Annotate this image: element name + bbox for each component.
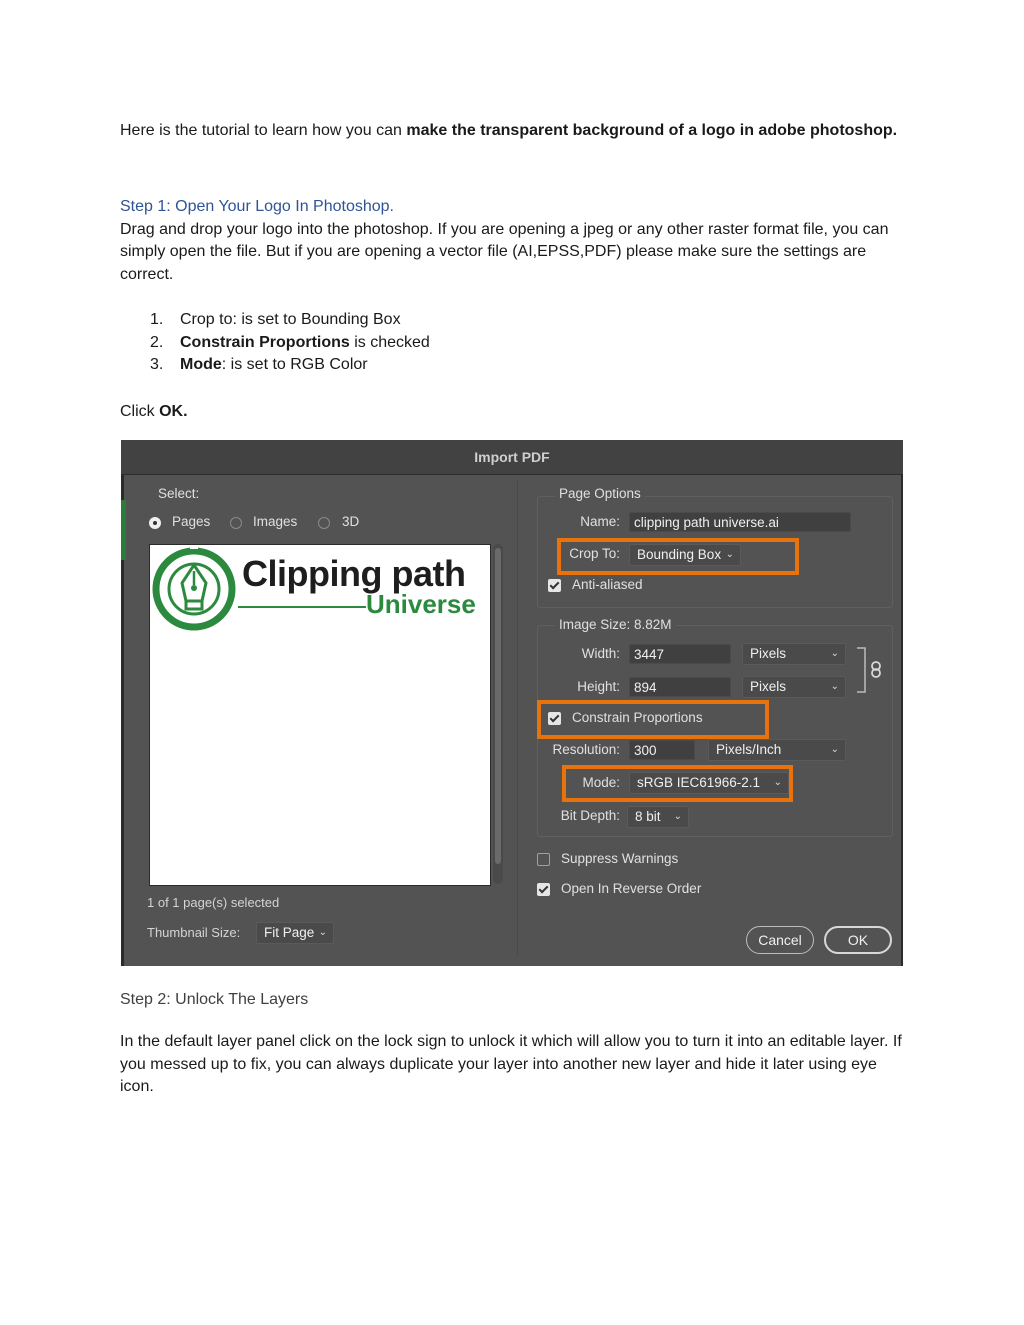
- list-text: : is set to RGB Color: [221, 356, 368, 373]
- radio-3d-label[interactable]: 3D: [342, 514, 360, 529]
- chevron-down-icon: ⌄: [773, 777, 782, 788]
- step2-heading: Step 2: Unlock The Layers: [120, 991, 309, 1008]
- list-bold: Constrain Proportions: [180, 333, 350, 351]
- crop-to-value: Bounding Box: [637, 547, 722, 562]
- resolution-field[interactable]: 300: [629, 740, 695, 760]
- anti-aliased-label[interactable]: Anti-aliased: [572, 577, 643, 592]
- dialog-title: Import PDF: [121, 440, 903, 475]
- height-field[interactable]: 894: [629, 677, 731, 697]
- crop-to-label: Crop To:: [569, 546, 620, 561]
- image-size-label: Image Size: 8.82M: [555, 617, 676, 632]
- crop-to-highlight: [557, 538, 799, 575]
- logo-pen-icon: [150, 544, 240, 633]
- thumbnail-size-select[interactable]: [256, 922, 334, 944]
- step2-body: In the default layer panel click on the lock sign to unlock it which will allow you to turn it into an editable layer. If you messed up to fix, you can always duplicate your layer into another new layer and hide it later using eye icon.: [120, 1033, 902, 1095]
- import-pdf-dialog: [121, 440, 903, 966]
- panel-divider: [517, 480, 518, 956]
- width-unit-select[interactable]: [742, 643, 846, 665]
- scrollbar-thumb[interactable]: [495, 548, 501, 864]
- chevron-down-icon: ⌄: [830, 648, 839, 659]
- intro-text: Here is the tutorial to learn how you can: [120, 122, 407, 139]
- reverse-order-checkbox[interactable]: [537, 883, 550, 896]
- green-accent: [121, 500, 126, 560]
- click-ok-line: [120, 401, 910, 424]
- name-label: Name:: [580, 514, 620, 529]
- suppress-warnings-checkbox[interactable]: [537, 853, 550, 866]
- click-bold: OK.: [159, 403, 188, 420]
- name-field[interactable]: clipping path universe.ai: [629, 512, 851, 532]
- list-item: [150, 309, 430, 332]
- pages-selected-text: 1 of 1 page(s) selected: [147, 895, 280, 910]
- step1-heading: Step 1: Open Your Logo In Photoshop.: [120, 198, 394, 215]
- anti-aliased-checkbox[interactable]: [548, 579, 561, 592]
- logo-text-line2: Universe: [366, 589, 476, 619]
- chevron-down-icon: ⌄: [318, 927, 327, 938]
- cancel-button[interactable]: Cancel: [746, 926, 814, 954]
- mode-highlight: [562, 765, 793, 802]
- link-chain-icon[interactable]: [855, 646, 885, 694]
- resolution-unit-value: Pixels/Inch: [716, 742, 782, 757]
- chevron-down-icon: ⌄: [830, 744, 839, 755]
- chevron-down-icon: ⌄: [673, 811, 682, 822]
- resolution-label: Resolution:: [552, 742, 620, 757]
- click-text: Click: [120, 403, 160, 420]
- radio-3d[interactable]: [318, 517, 330, 529]
- reverse-order-label[interactable]: Open In Reverse Order: [561, 881, 702, 896]
- list-item: [150, 354, 430, 377]
- list-number: 1.: [150, 311, 164, 328]
- bit-depth-value: 8 bit: [635, 809, 661, 824]
- logo-underline: [238, 606, 366, 608]
- radio-images-label[interactable]: Images: [253, 514, 298, 529]
- page-options-label: Page Options: [555, 486, 645, 501]
- select-label: Select:: [158, 486, 200, 501]
- logo-text-line1: Clipping path: [242, 553, 466, 594]
- ok-button[interactable]: OK: [824, 926, 892, 954]
- list-text: Crop to: is set to Bounding Box: [180, 311, 401, 328]
- height-unit-value: Pixels: [750, 679, 787, 694]
- height-label: Height:: [577, 679, 620, 694]
- list-number: 3.: [150, 356, 164, 373]
- chevron-down-icon: ⌄: [830, 681, 839, 692]
- constrain-proportions-label[interactable]: Constrain Proportions: [572, 710, 703, 725]
- list-number: 2.: [150, 333, 164, 351]
- page-thumbnail[interactable]: [149, 544, 491, 886]
- width-field[interactable]: 3447: [629, 644, 731, 664]
- bit-depth-select[interactable]: [627, 806, 689, 828]
- intro-bold-text: make the transparent background of a logo in adobe photoshop.: [406, 122, 898, 139]
- radio-pages[interactable]: [149, 517, 161, 529]
- constrain-highlight: [537, 700, 769, 739]
- list-text: is checked: [349, 333, 430, 351]
- thumbnail-scrollbar[interactable]: [493, 544, 503, 884]
- bit-depth-label: Bit Depth:: [560, 808, 620, 823]
- chevron-down-icon: ⌄: [725, 549, 734, 560]
- intro-paragraph: [120, 120, 910, 143]
- radio-pages-label[interactable]: Pages: [172, 514, 211, 529]
- radio-images[interactable]: [230, 517, 242, 529]
- thumbnail-size-label: Thumbnail Size:: [147, 925, 241, 940]
- mode-value: sRGB IEC61966-2.1: [637, 775, 761, 790]
- list-item: [150, 332, 430, 355]
- width-label: Width:: [581, 646, 620, 661]
- dialog-right-edge: [901, 474, 903, 966]
- thumbnail-size-value: Fit Page: [264, 925, 315, 940]
- width-unit-value: Pixels: [750, 646, 787, 661]
- list-bold: Mode: [180, 356, 222, 373]
- mode-label: Mode:: [582, 775, 620, 790]
- suppress-warnings-label[interactable]: Suppress Warnings: [561, 851, 679, 866]
- step1-body: Drag and drop your logo into the photoshop. If you are opening a jpeg or any other raster format file, you can simply open the file. But if you are opening a vector file (AI,EPSS,PDF) please make sure the settings are correct.: [120, 220, 889, 283]
- resolution-unit-select[interactable]: [708, 739, 846, 761]
- settings-list: [150, 309, 430, 377]
- height-unit-select[interactable]: [742, 676, 846, 698]
